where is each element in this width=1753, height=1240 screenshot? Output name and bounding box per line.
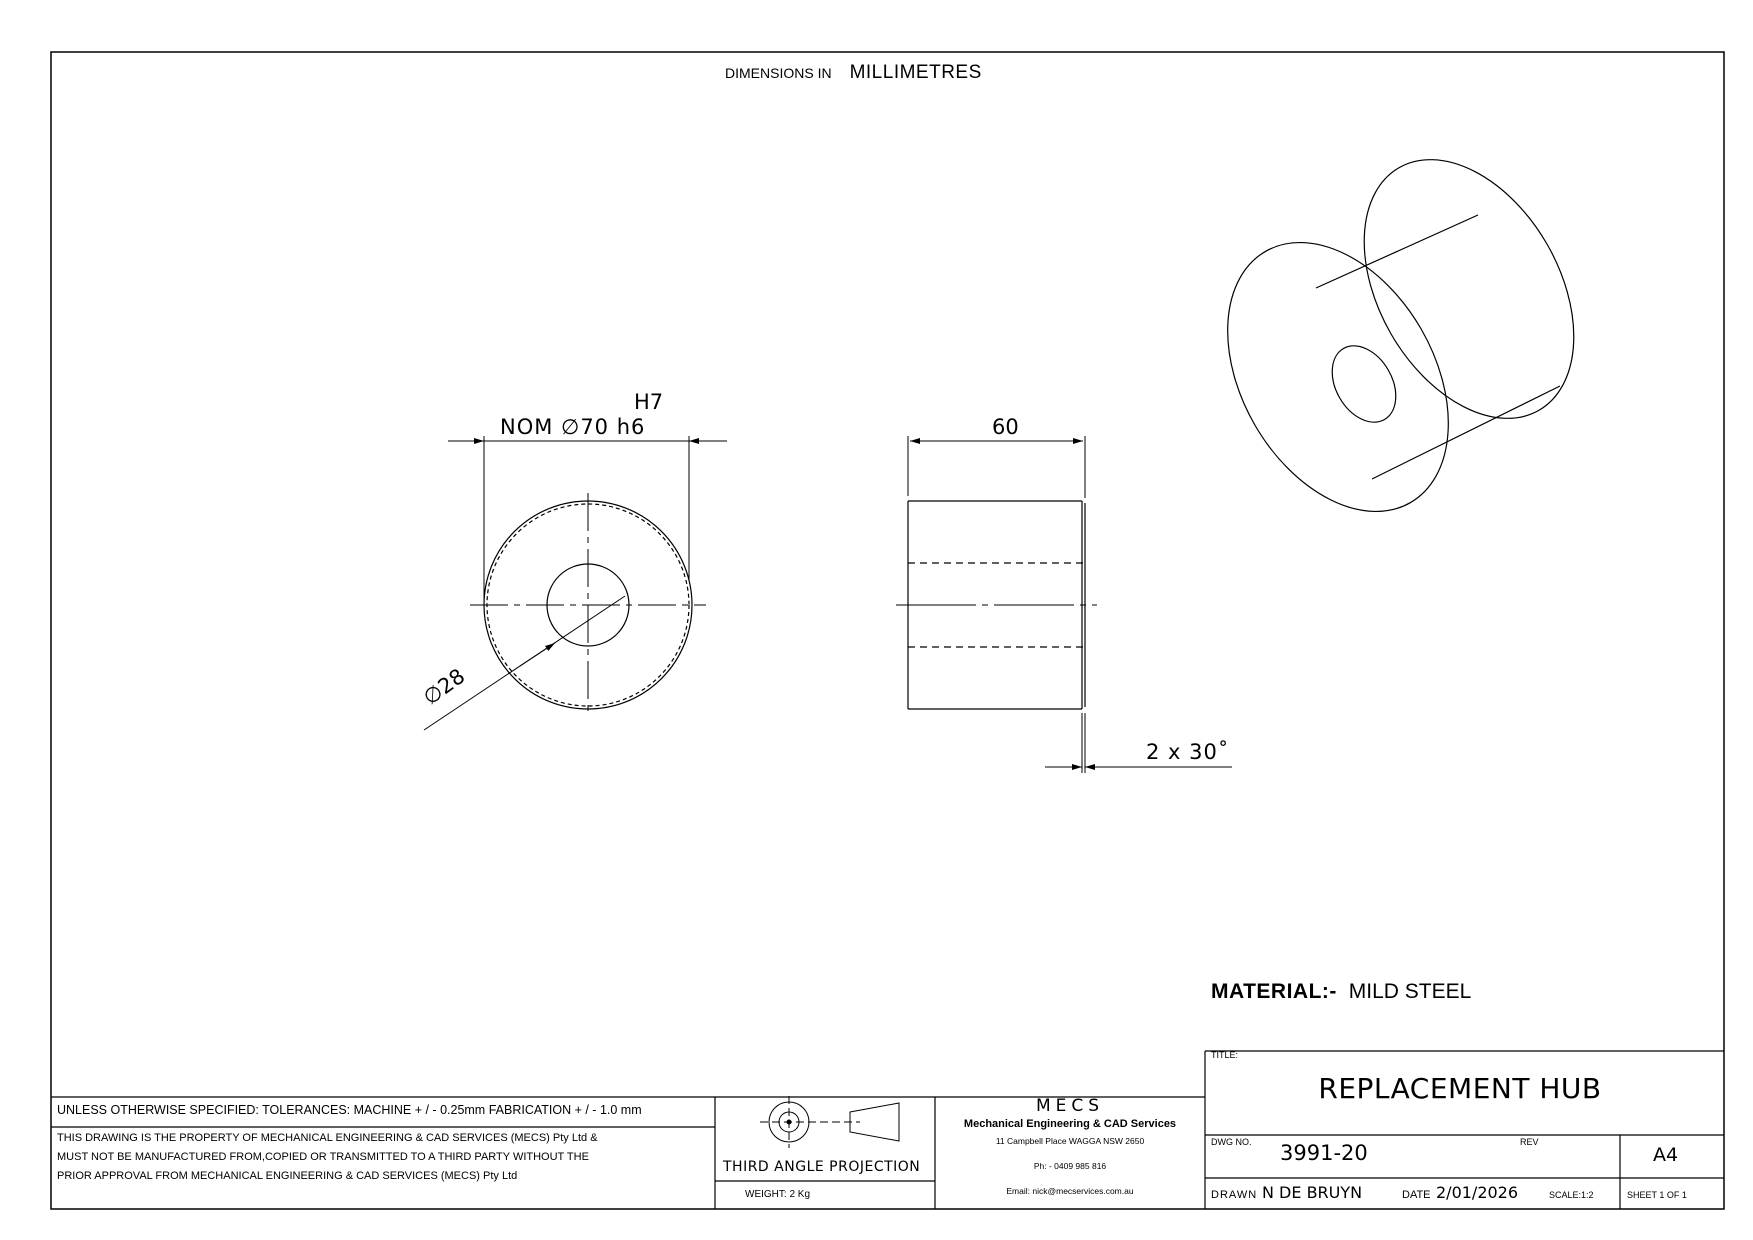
drawn-by: N DE BRUYN bbox=[1262, 1183, 1363, 1202]
dim-tolerance-upper: H7 bbox=[634, 390, 664, 414]
property-note-line3: PRIOR APPROVAL FROM MECHANICAL ENGINEERING & CAD SERVICES (MECS) Pty Ltd bbox=[57, 1170, 518, 1182]
dwg-no-label: DWG NO. bbox=[1211, 1137, 1252, 1147]
scale: SCALE:1:2 bbox=[1549, 1190, 1594, 1200]
date-value: 2/01/2026 bbox=[1436, 1183, 1519, 1202]
dim-length: 60 bbox=[992, 415, 1019, 439]
bore-leader-arrow bbox=[520, 643, 555, 666]
company-address: 11 Campbell Place WAGGA NSW 2650 bbox=[995, 1136, 1145, 1146]
title-label: TITLE: bbox=[1211, 1050, 1239, 1060]
dim-chamfer: 2 x 30˚ bbox=[1146, 740, 1230, 764]
side-view bbox=[896, 436, 1232, 773]
units-label: DIMENSIONS IN bbox=[725, 65, 832, 81]
sheet-number: SHEET 1 OF 1 bbox=[1627, 1190, 1687, 1200]
drawing-title: REPLACEMENT HUB bbox=[1318, 1072, 1602, 1105]
company-email: Email: nick@mecservices.com.au bbox=[1006, 1186, 1134, 1196]
dim-diameter: NOM ∅70 h6 bbox=[500, 415, 646, 439]
drawn-label: DRAWN bbox=[1211, 1189, 1258, 1201]
units-value: MILLIMETRES bbox=[849, 62, 982, 83]
front-view bbox=[424, 436, 727, 730]
material-note bbox=[1211, 981, 1471, 1002]
company-phone: Ph: - 0409 985 816 bbox=[1033, 1161, 1107, 1171]
third-angle-symbol bbox=[760, 1096, 899, 1148]
property-note-line2: MUST NOT BE MANUFACTURED FROM,COPIED OR TRANSMITTED TO A THIRD PARTY WITHOUT THE bbox=[57, 1151, 589, 1163]
dwg-no: 3991-20 bbox=[1280, 1141, 1368, 1165]
iso-back-face bbox=[1321, 123, 1617, 455]
weight: WEIGHT: 2 Kg bbox=[745, 1189, 811, 1200]
units-note bbox=[725, 63, 982, 82]
sheet-border bbox=[51, 52, 1724, 1209]
property-note-line1: THIS DRAWING IS THE PROPERTY OF MECHANICAL ENGINEERING & CAD SERVICES (MECS) Pty Ltd & bbox=[57, 1132, 598, 1144]
sheet-size: A4 bbox=[1653, 1144, 1679, 1166]
iso-bore bbox=[1319, 334, 1408, 433]
material-value: MILD STEEL bbox=[1348, 980, 1472, 1003]
date-label: DATE bbox=[1402, 1189, 1431, 1201]
iso-front-face bbox=[1182, 203, 1493, 550]
rev-label: REV bbox=[1520, 1137, 1539, 1147]
iso-bottom-silhouette bbox=[1372, 386, 1560, 479]
isometric-view bbox=[1182, 123, 1617, 551]
tolerance-note: UNLESS OTHERWISE SPECIFIED: TOLERANCES: MACHINE + / - 0.25mm FABRICATION + / - 1.0 mm bbox=[57, 1103, 642, 1117]
material-label: MATERIAL:- bbox=[1211, 980, 1337, 1003]
company-name: Mechanical Engineering & CAD Services bbox=[963, 1118, 1177, 1130]
projection-label: THIRD ANGLE PROJECTION bbox=[723, 1159, 921, 1175]
dim-bore: ∅28 bbox=[418, 663, 470, 710]
company-logo: MECS bbox=[1035, 1096, 1105, 1116]
